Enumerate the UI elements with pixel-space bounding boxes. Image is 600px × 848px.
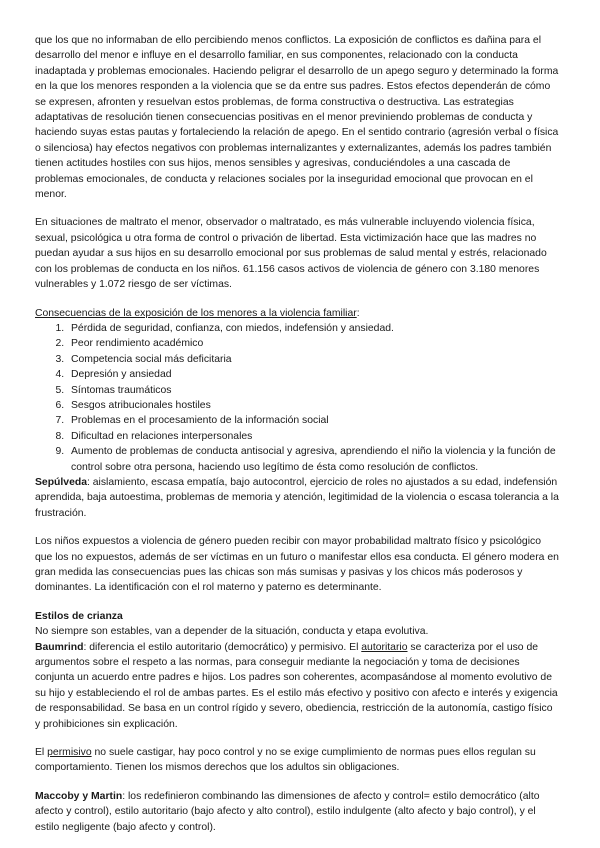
consequences-heading-text: Consecuencias de la exposición de los menores a la violencia familiar <box>35 307 357 319</box>
paragraph-gender: Los niños expuestos a violencia de género pueden recibir con mayor probabilidad maltrato físico y psicológico que los no expuestos, además de ser víctimas en un futuro o manifestar ellos esa conducta. El género modera en gran medida las consecuencias pues las chicas son más sumisas y pasivas y los chicos más poderosos y dominantes. La identificación con el rol materno y paterno es determinante. <box>35 536 559 594</box>
consequences-list <box>35 321 560 475</box>
crianza-intro: No siempre son estables, van a depender de la situación, conducta y etapa evolutiva. <box>35 626 429 638</box>
paragraph-permisivo: El permisivo no suele castigar, hay poco control y no se exige cumplimiento de normas pues ellos regulan su comportamiento. Tienen los mismos derechos que los adultos sin obligaciones. <box>35 747 536 774</box>
list-item: 6. Sesgos atribucionales hostiles <box>67 398 560 413</box>
paragraph-baumrind: Baumrind: diferencia el estilo autoritario (democrático) y permisivo. El autoritario se caracteriza por el uso de argumentos sobre el respeto a las normas, para conseguir mediante la negociación y toma de decisiones conjunta un acuerdo entre padres e hijos. Los padres son coherentes, acompasándose al momento evolutivo de su hijo y estableciendo el rol de ambas partes. Es el estilo más efectivo y positivo con afecto e interés y exigencia de responsabilidad. Se basa en un control rígido y severo, obediencia, restricción de la autonomía, castigo físico y prohibiciones sin explicación. <box>35 641 558 730</box>
list-item: 4. Depresión y ansiedad <box>67 367 560 382</box>
maccoby-martin-label: Maccoby y Martin <box>35 790 123 802</box>
list-item: 3. Competencia social más deficitaria <box>67 352 560 367</box>
list-item: 5. Síntomas traumáticos <box>67 383 560 398</box>
sepulveda-label: Sepúlveda <box>35 476 87 488</box>
paragraph-maccoby-martin: Maccoby y Martin: los redefinieron combinando las dimensiones de afecto y control= estilo democrático (alto afecto y control), estilo autoritario (bajo afecto y alto control), estilo indulgente (alto afecto y bajo control), y el estilo negligente (bajo afecto y control). <box>35 790 540 833</box>
consequences-heading: Consecuencias de la exposición de los menores a la violencia familiar: <box>35 307 360 319</box>
list-item: 9. Aumento de problemas de conducta antisocial y agresiva, aprendiendo el niño la violencia y la función de control sobre otra persona, haciendo uso legítimo de ésta como resolución de conflictos. <box>67 444 560 475</box>
paragraph-conflict-exposure: que los que no informaban de ello percibiendo menos conflictos. La exposición de conflictos es dañina para el desarrollo del menor e influye en el desarrollo familiar, en sus componentes, relacionado con la conducta inadaptada y problemas emocionales. Haciendo peligrar el desarrollo de un apego seguro y determinado la forma en la que los menores responden a la violencia que se da entre sus padres. Estos efectos dependerán de cómo se expresen, afronten y resuelvan estos problemas, de forma constructiva o destructiva. Las estrategias adaptativas de resolución tienen consecuencias positivas en el menor previniendo problemas de conducta y haciendo suyas estas pautas y fortaleciendo la relación de apego. En el sentido contrario (agresión verbal o física o silenciosa) hay efectos negativos con problemas internalizantes y externalizantes, además los padres también tienen actitudes hostiles con sus hijos, menos sensibles y agresivas, conduciéndoles a una cascada de problemas emocionales, de conducta y relaciones sociales por la inseguridad emocional que provocan en el menor. <box>35 35 559 201</box>
permisivo-term: permisivo <box>47 747 92 759</box>
list-item: 1. Pérdida de seguridad, confianza, con miedos, indefensión y ansiedad. <box>67 321 560 336</box>
crianza-heading: Estilos de crianza <box>35 610 123 622</box>
baumrind-label: Baumrind <box>35 641 84 653</box>
paragraph-sepulveda: Sepúlveda: aislamiento, escasa empatía, bajo autocontrol, ejercicio de roles no ajustados a su edad, indefensión aprendida, baja autoestima, problemas de memoria y atención, legitimidad de la violencia o escasa tolerancia a la frustración. <box>35 476 559 519</box>
list-item: 8. Dificultad en relaciones interpersonales <box>67 429 560 444</box>
list-item: 7. Problemas en el procesamiento de la información social <box>67 413 560 428</box>
autoritario-term: autoritario <box>361 641 408 653</box>
paragraph-maltreatment: En situaciones de maltrato el menor, observador o maltratado, es más vulnerable incluyendo violencia física, sexual, psicológica u otra forma de control o privación de libertad. Esta victimización hace que las madres no puedan ayudar a sus hijos en su desarrollo emocional por sus problemas de salud mental y estrés, relacionado con los problemas de conducta en los niños. 61.156 casos activos de violencia de género con 3.180 menores vulnerables y 1.072 riesgo de ser víctimas. <box>35 217 547 291</box>
list-item: 2. Peor rendimiento académico <box>67 336 560 351</box>
